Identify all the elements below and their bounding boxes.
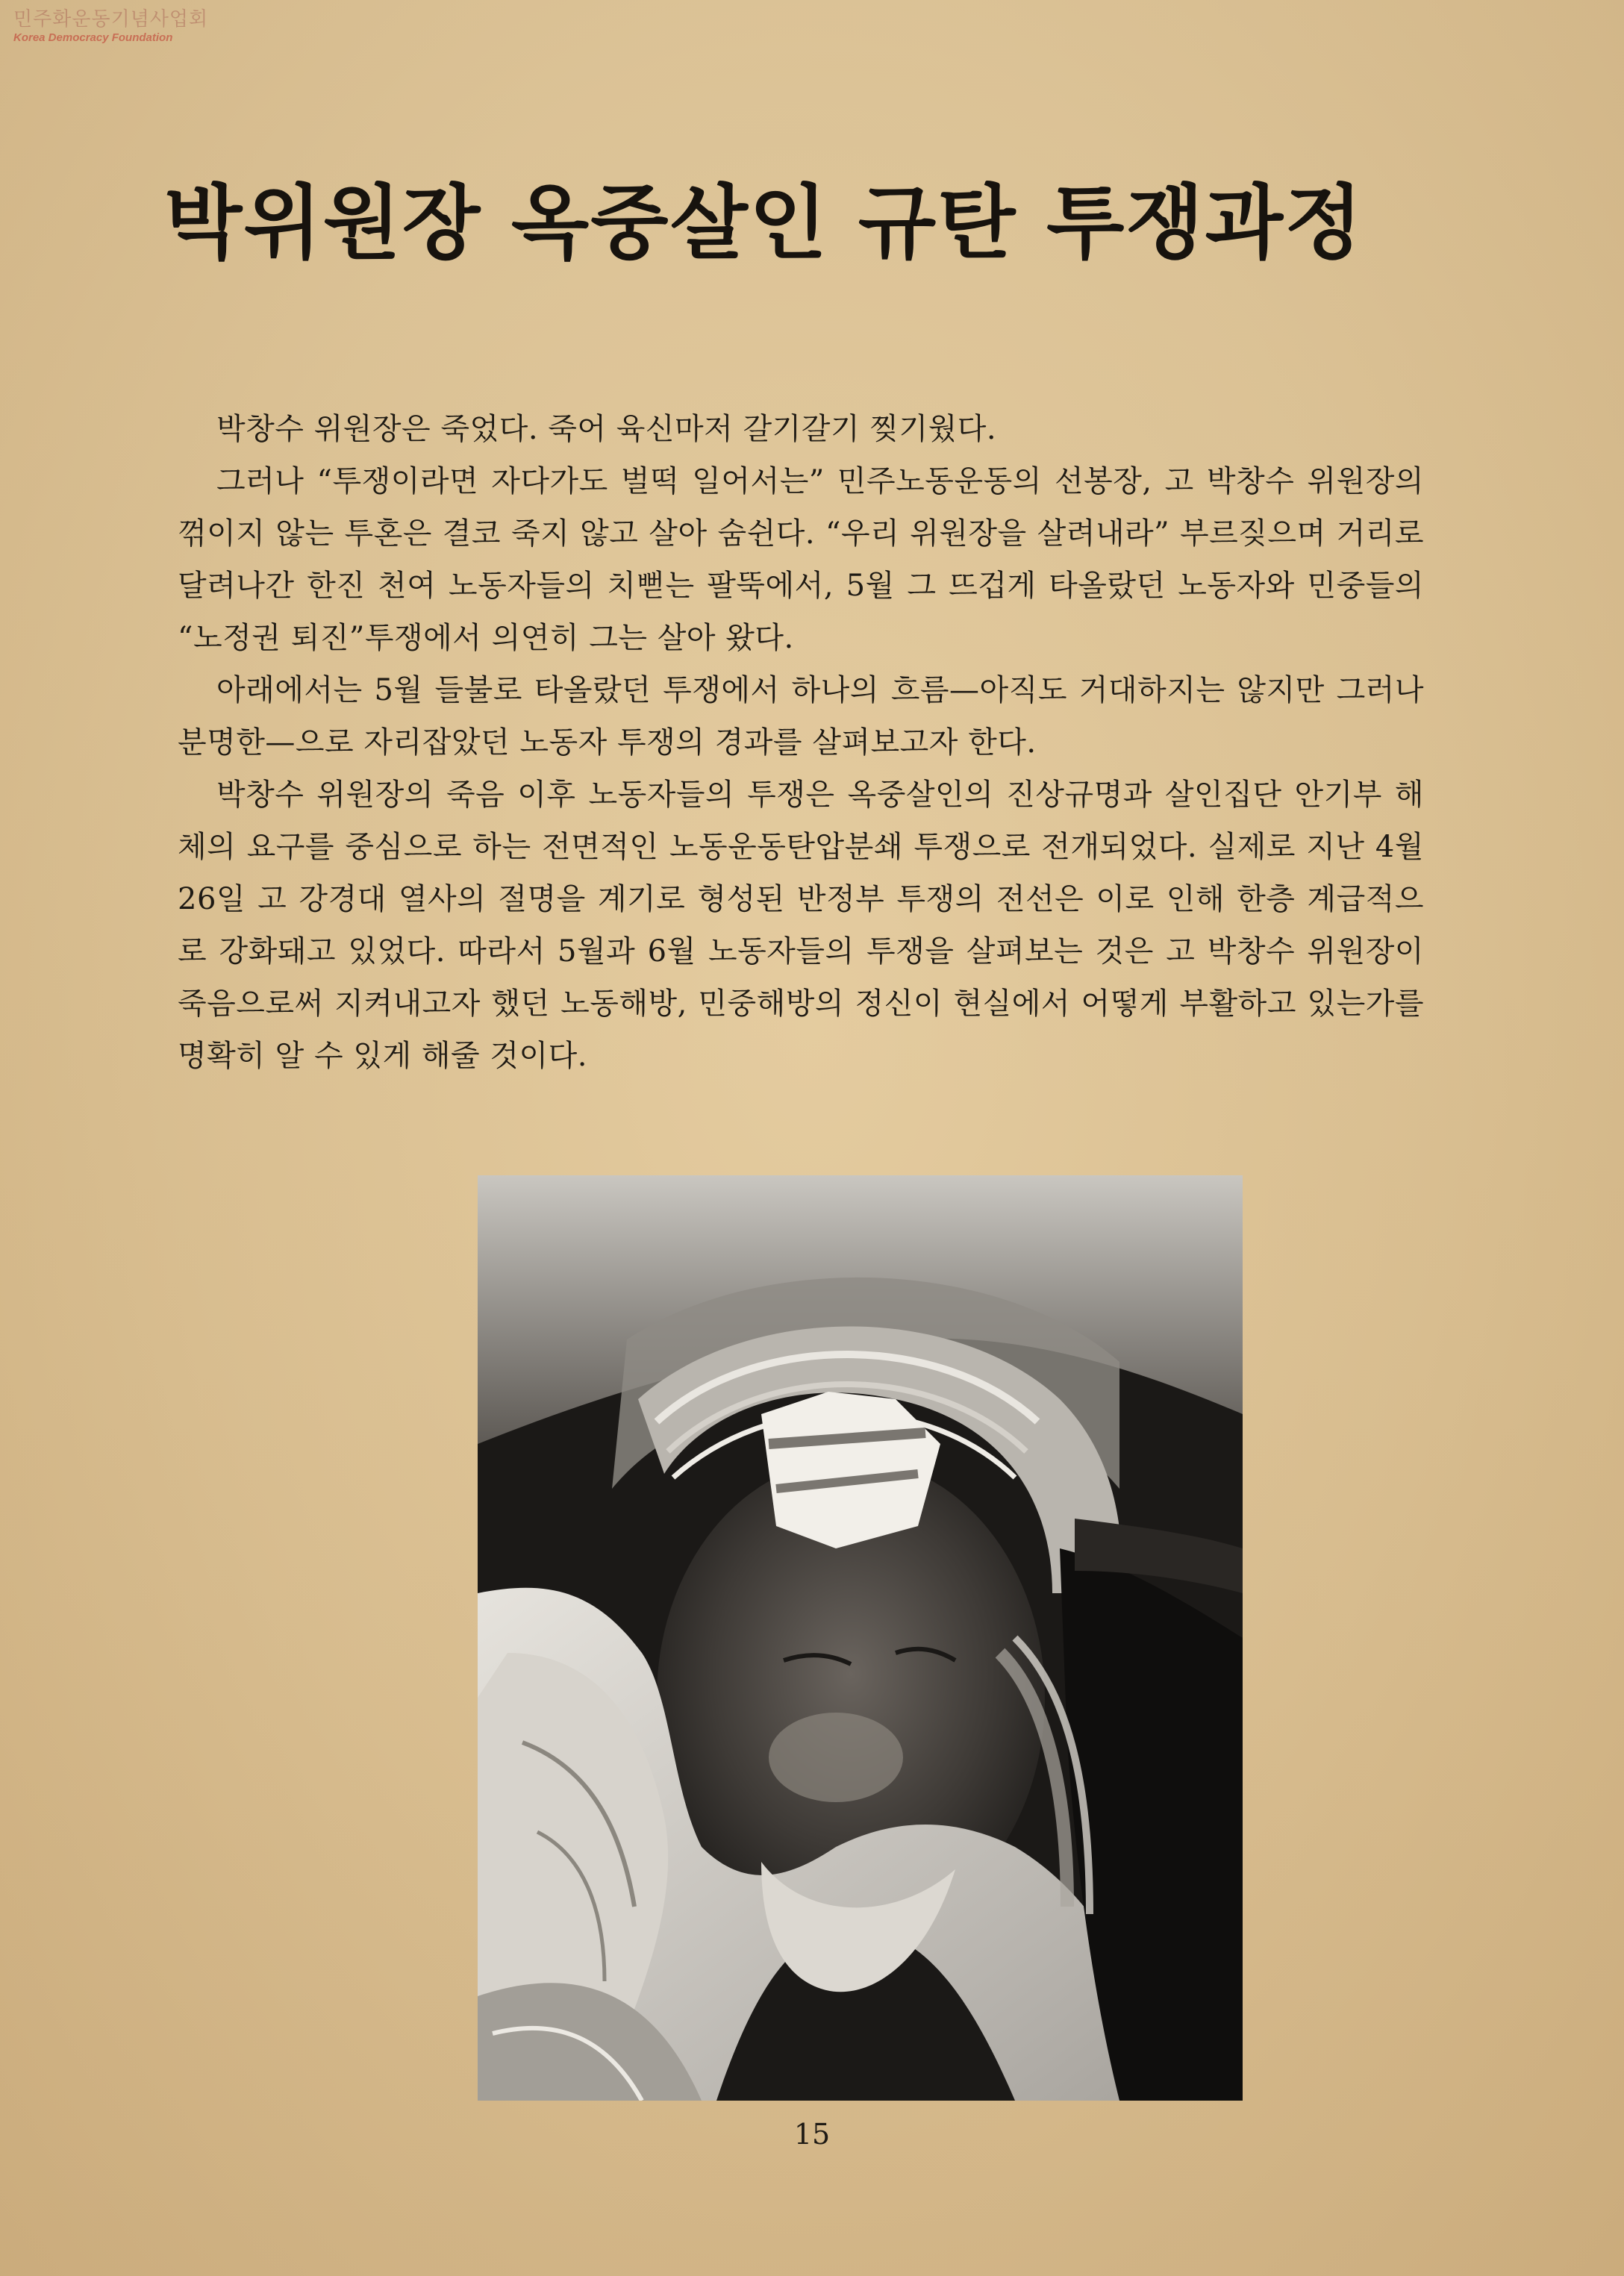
foundation-watermark: [13, 7, 252, 45]
black-and-white-photograph: [478, 1175, 1243, 2101]
page-number: 15: [793, 2118, 831, 2151]
paragraph-1: 박창수 위원장은 죽었다. 죽어 육신마저 갈기갈기 찢기웠다.: [216, 412, 997, 446]
paragraph-3: 아래에서는 5월 들불로 타올랐던 투쟁에서 하나의 흐름—아직도 거대하지는 않지만 그러나 분명한—으로 자리잡았던 노동자 투쟁의 경과를 살펴보고자 한다.: [178, 673, 1424, 760]
article-title: 박위원장 옥중살인 규탄 투쟁과정: [164, 177, 1364, 270]
paragraph-2: 그러나 “투쟁이라면 자다가도 벌떡 일어서는” 민주노동운동의 선봉장, 고 박창수 위원장의 꺾이지 않는 투혼은 결코 죽지 않고 살아 숨쉰다. “우리 위원장을 살려내라” 부르짖으며 거리로 달려나간 한진 천여 노동자들의 치뻗는 팔뚝에서, 5월 그 뜨겁게 타올랐던 노동자와 민중들의 “노정권 퇴진”투쟁에서 의연히 그는 살아 왔다.: [178, 464, 1424, 655]
watermark-korean: 민주화운동기념사업회: [13, 8, 209, 31]
watermark-english: Korea Democracy Foundation: [13, 31, 173, 44]
article-body: [178, 403, 1424, 1082]
paragraph-4: 박창수 위원장의 죽음 이후 노동자들의 투쟁은 옥중살인의 진상규명과 살인집단 안기부 해체의 요구를 중심으로 하는 전면적인 노동운동탄압분쇄 투쟁으로 전개되었다. 실제로 지난 4월 26일 고 강경대 열사의 절명을 계기로 형성된 반정부 투쟁의 전선은 이로 인해 한층 계급적으로 강화돼고 있었다. 따라서 5월과 6월 노동자들의 투쟁을 살펴보는 것은 고 박창수 위원장이 죽음으로써 지켜내고자 했던 노동해방, 민중해방의 정신이 현실에서 어떻게 부활하고 있는가를 명확히 알 수 있게 해줄 것이다.: [178, 778, 1424, 1073]
